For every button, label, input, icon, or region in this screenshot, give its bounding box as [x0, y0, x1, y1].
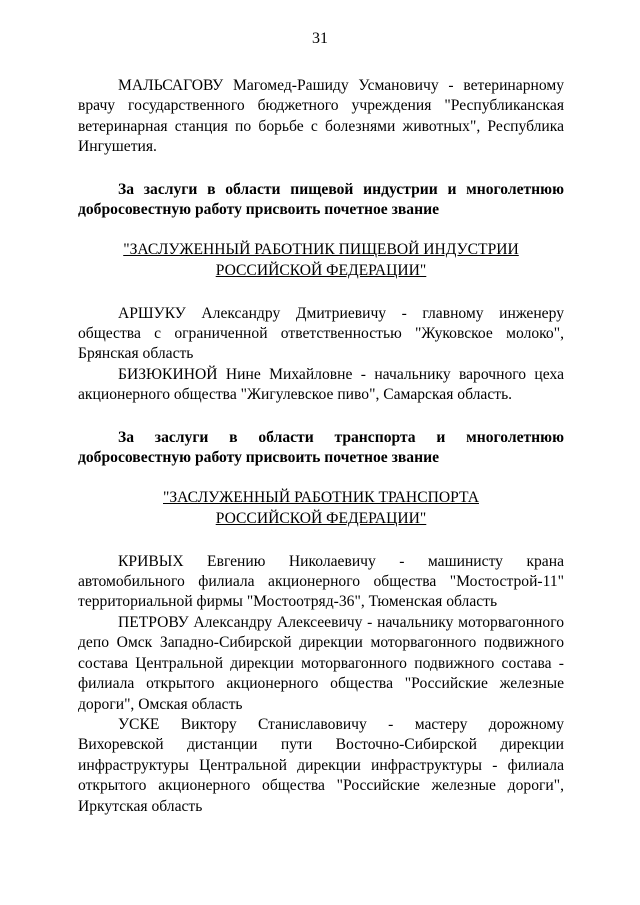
- document-body: [78, 76, 564, 817]
- award-recipient-krivykh: КРИВЫХ Евгению Николаевичу - машинисту крана автомобильного филиала акционерного общества "Мостострой-11" территориальной фирмы "Мостоотряд-36", Тюменская область: [78, 552, 564, 611]
- award-recipient-petrov: ПЕТРОВУ Александру Алексеевичу - начальнику моторвагонного депо Омск Западно-Сибирской дирекции моторвагонного подвижного состава Центральной дирекции моторвагонного подвижного состава - филиала открытого акционерного общества "Российские железные дороги", Омская область: [78, 613, 564, 713]
- award-recipient-bizyukina: БИЗЮКИНОЙ Нине Михайловне - начальнику варочного цеха акционерного общества "Жигулевское пиво", Самарская область.: [78, 365, 564, 404]
- honorary-title-transport: [78, 488, 564, 529]
- honorary-title-food-industry: [78, 240, 564, 281]
- award-recipient-malsagov: МАЛЬСАГОВУ Магомед-Рашиду Усмановичу - ветеринарному врачу государственного бюджетного учреждения "Республиканская ветеринарная станция по борьбе с болезнями животных", Республика Ингушетия.: [78, 77, 564, 156]
- title-line: "ЗАСЛУЖЕННЫЙ РАБОТНИК ПИЩЕВОЙ ИНДУСТРИИ: [123, 241, 519, 259]
- title-line: РОССИЙСКОЙ ФЕДЕРАЦИИ": [215, 262, 427, 280]
- title-line: РОССИЙСКОЙ ФЕДЕРАЦИИ": [215, 510, 427, 528]
- decree-transport: За заслуги в области транспорта и многолетнюю добросовестную работу присвоить почетное звание: [78, 428, 564, 467]
- award-recipient-arshuk: АРШУКУ Александру Дмитриевичу - главному инженеру общества с ограниченной ответственностью "Жуковское молоко", Брянская область: [78, 304, 564, 363]
- decree-food-industry: За заслуги в области пищевой индустрии и многолетнюю добросовестную работу присвоить почетное звание: [78, 180, 564, 219]
- title-line: "ЗАСЛУЖЕННЫЙ РАБОТНИК ТРАНСПОРТА: [163, 489, 479, 507]
- award-recipient-uske: УСКЕ Виктору Станиславовичу - мастеру дорожному Вихоревской дистанции пути Восточно-Сибирской дирекции инфраструктуры Центральной дирекции инфраструктуры - филиала открытого акционерного общества "Российские железные дороги", Иркутская область: [78, 715, 564, 815]
- page-number: 31: [312, 30, 328, 47]
